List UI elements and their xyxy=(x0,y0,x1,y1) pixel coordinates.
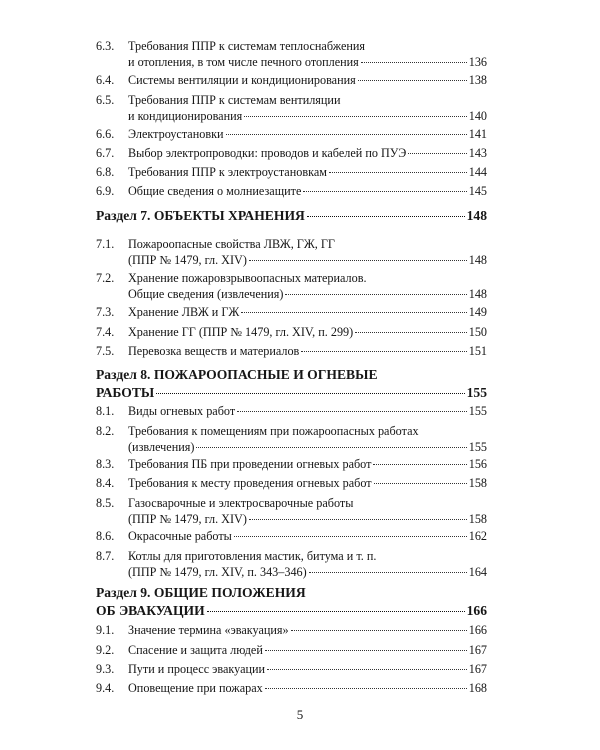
entry-title-line: Оповещение при пожарах xyxy=(128,681,263,695)
toc-section-9[interactable] xyxy=(96,584,487,620)
entry-page: 162 xyxy=(468,529,487,543)
toc-section-7[interactable] xyxy=(96,207,487,225)
entry-title-line: Хранение пожаровзрывоопасных материалов. xyxy=(128,271,367,285)
entry-number: 7.3. xyxy=(96,305,115,319)
entry-title-line: Электроустановки xyxy=(128,127,224,141)
section-title-line: Раздел 8. ПОЖАРООПАСНЫЕ И ОГНЕВЫЕ xyxy=(96,367,378,382)
dot-leader xyxy=(301,351,466,352)
entry-title-line: (ППР № 1479, гл. XIV) xyxy=(128,253,247,267)
entry-page: 166 xyxy=(468,623,487,637)
entry-page: 144 xyxy=(468,165,487,179)
entry-number: 7.4. xyxy=(96,325,115,339)
dot-leader xyxy=(241,312,466,313)
entry-title-line: Значение термина «эвакуация» xyxy=(128,623,289,637)
entry-page: 145 xyxy=(468,184,487,198)
entry-title-line: Котлы для приготовления мастик, битума и т. п. xyxy=(128,549,377,563)
toc-entry-7-5[interactable] xyxy=(96,343,487,359)
dot-leader xyxy=(226,134,467,135)
entry-title-line: и отопления, в том числе печного отопления xyxy=(128,55,359,69)
entry-number: 8.3. xyxy=(96,457,115,471)
entry-title-line: Требования ППР к системам вентиляции xyxy=(128,93,341,107)
entry-title-line: и кондиционирования xyxy=(128,109,243,123)
dot-leader xyxy=(207,611,465,612)
dot-leader xyxy=(237,411,467,412)
entry-page: 156 xyxy=(468,457,487,471)
entry-number: 7.5. xyxy=(96,344,115,358)
dot-leader xyxy=(329,172,467,173)
toc-entry-8-3[interactable] xyxy=(96,456,487,472)
entry-title-line: Требования к месту проведения огневых работ xyxy=(128,476,372,490)
entry-page: 155 xyxy=(468,404,487,418)
entry-page: 140 xyxy=(468,109,487,123)
toc-entry-8-5[interactable] xyxy=(96,495,487,527)
dot-leader xyxy=(373,464,466,465)
entry-number: 8.4. xyxy=(96,476,115,490)
entry-number: 6.4. xyxy=(96,73,115,87)
entry-title-line: Общие сведения о молниезащите xyxy=(128,184,302,198)
toc-entry-8-4[interactable] xyxy=(96,475,487,491)
section-title-line: РАБОТЫ xyxy=(96,385,155,400)
dot-leader xyxy=(285,294,466,295)
dot-leader xyxy=(358,80,467,81)
entry-page: 167 xyxy=(468,662,487,676)
dot-leader xyxy=(196,447,466,448)
entry-title-line: Требования к помещениям при пожароопасных работах xyxy=(128,424,419,438)
entry-number: 6.8. xyxy=(96,165,115,179)
entry-page: 150 xyxy=(468,325,487,339)
toc-entry-6-4[interactable] xyxy=(96,72,487,88)
entry-title-line: Пожароопасные свойства ЛВЖ, ГЖ, ГГ xyxy=(128,237,335,251)
section-title-line: ОБ ЭВАКУАЦИИ xyxy=(96,603,205,618)
toc-entry-6-9[interactable] xyxy=(96,183,487,199)
dot-leader xyxy=(291,630,467,631)
entry-number: 9.1. xyxy=(96,623,115,637)
dot-leader xyxy=(355,332,467,333)
entry-title-line: (ППР № 1479, гл. XIV) xyxy=(128,512,247,526)
dot-leader xyxy=(267,669,467,670)
entry-title-line: Требования ПБ при проведении огневых работ xyxy=(128,457,372,471)
dot-leader xyxy=(249,519,467,520)
section-page: 148 xyxy=(466,208,487,223)
toc-entry-9-3[interactable] xyxy=(96,661,487,677)
dot-leader xyxy=(234,536,467,537)
dot-leader xyxy=(307,216,465,217)
toc-entry-6-7[interactable] xyxy=(96,145,487,161)
entry-title-line: Окрасочные работы xyxy=(128,529,232,543)
entry-page: 151 xyxy=(468,344,487,358)
entry-title-line: Перевозка веществ и материалов xyxy=(128,344,300,358)
toc-entry-7-3[interactable] xyxy=(96,304,487,320)
dot-leader xyxy=(265,688,467,689)
dot-leader xyxy=(408,153,466,154)
entry-title-line: (ППР № 1479, гл. XIV, п. 343–346) xyxy=(128,565,307,579)
toc-entry-8-7[interactable] xyxy=(96,548,487,580)
entry-number: 8.7. xyxy=(96,549,115,563)
toc-entry-7-2[interactable] xyxy=(96,270,487,302)
entry-title-line: Общие сведения (извлечения) xyxy=(128,287,284,301)
entry-page: 141 xyxy=(468,127,487,141)
entry-page: 136 xyxy=(468,55,487,69)
entry-title-line: Хранение ГГ (ППР № 1479, гл. XIV, п. 299) xyxy=(128,325,354,339)
entry-title-line: Требования ППР к электроустановкам xyxy=(128,165,327,179)
entry-title-line: Системы вентиляции и кондиционирования xyxy=(128,73,356,87)
dot-leader xyxy=(303,191,466,192)
entry-number: 7.1. xyxy=(96,237,115,251)
toc-entry-6-3[interactable] xyxy=(96,38,487,70)
entry-number: 6.6. xyxy=(96,127,115,141)
toc-entry-8-6[interactable] xyxy=(96,528,487,544)
entry-page: 164 xyxy=(468,565,487,579)
page-number: 5 xyxy=(296,707,304,722)
entry-number: 8.1. xyxy=(96,404,115,418)
entry-number: 8.5. xyxy=(96,496,115,510)
toc-entry-9-4[interactable] xyxy=(96,680,487,696)
entry-page: 138 xyxy=(468,73,487,87)
entry-number: 9.2. xyxy=(96,643,115,657)
toc-entry-6-8[interactable] xyxy=(96,164,487,180)
dot-leader xyxy=(361,62,467,63)
entry-title-line: Газосварочные и электросварочные работы xyxy=(128,496,354,510)
entry-page: 148 xyxy=(468,287,487,301)
toc-entry-9-1[interactable] xyxy=(96,622,487,638)
dot-leader xyxy=(249,260,467,261)
section-title-line: Раздел 7. ОБЪЕКТЫ ХРАНЕНИЯ xyxy=(96,208,305,223)
entry-number: 9.4. xyxy=(96,681,115,695)
entry-number: 8.2. xyxy=(96,424,115,438)
entry-page: 158 xyxy=(468,476,487,490)
toc-entry-8-2[interactable] xyxy=(96,423,487,455)
dot-leader xyxy=(156,393,464,394)
toc-section-8[interactable] xyxy=(96,366,487,402)
entry-number: 7.2. xyxy=(96,271,115,285)
entry-page: 168 xyxy=(468,681,487,695)
entry-page: 167 xyxy=(468,643,487,657)
section-page: 155 xyxy=(466,385,487,400)
dot-leader xyxy=(244,116,466,117)
entry-number: 6.3. xyxy=(96,39,115,53)
dot-leader xyxy=(309,572,467,573)
toc-entry-7-1[interactable] xyxy=(96,236,487,268)
entry-number: 6.5. xyxy=(96,93,115,107)
entry-page: 148 xyxy=(468,253,487,267)
toc-entry-7-4[interactable] xyxy=(96,324,487,340)
entry-number: 9.3. xyxy=(96,662,115,676)
toc-entry-8-1[interactable] xyxy=(96,403,487,419)
dot-leader xyxy=(265,650,467,651)
section-page: 166 xyxy=(466,603,487,618)
section-title-line: Раздел 9. ОБЩИЕ ПОЛОЖЕНИЯ xyxy=(96,585,306,600)
entry-title-line: Спасение и защита людей xyxy=(128,643,263,657)
entry-number: 6.9. xyxy=(96,184,115,198)
entry-page: 158 xyxy=(468,512,487,526)
entry-number: 6.7. xyxy=(96,146,115,160)
entry-title-line: Выбор электропроводки: проводов и кабелей по ПУЭ xyxy=(128,146,407,160)
toc-entry-9-2[interactable] xyxy=(96,642,487,658)
toc-entry-6-5[interactable] xyxy=(96,92,487,124)
entry-title-line: Хранение ЛВЖ и ГЖ xyxy=(128,305,240,319)
toc-entry-6-6[interactable] xyxy=(96,126,487,142)
entry-title-line: Пути и процесс эвакуации xyxy=(128,662,266,676)
entry-page: 155 xyxy=(468,440,487,454)
dot-leader xyxy=(374,483,467,484)
entry-title-line: Требования ППР к системам теплоснабжения xyxy=(128,39,366,53)
entry-number: 8.6. xyxy=(96,529,115,543)
entry-page: 143 xyxy=(468,146,487,160)
entry-title-line: Виды огневых работ xyxy=(128,404,236,418)
entry-title-line: (извлечения) xyxy=(128,440,195,454)
entry-page: 149 xyxy=(468,305,487,319)
